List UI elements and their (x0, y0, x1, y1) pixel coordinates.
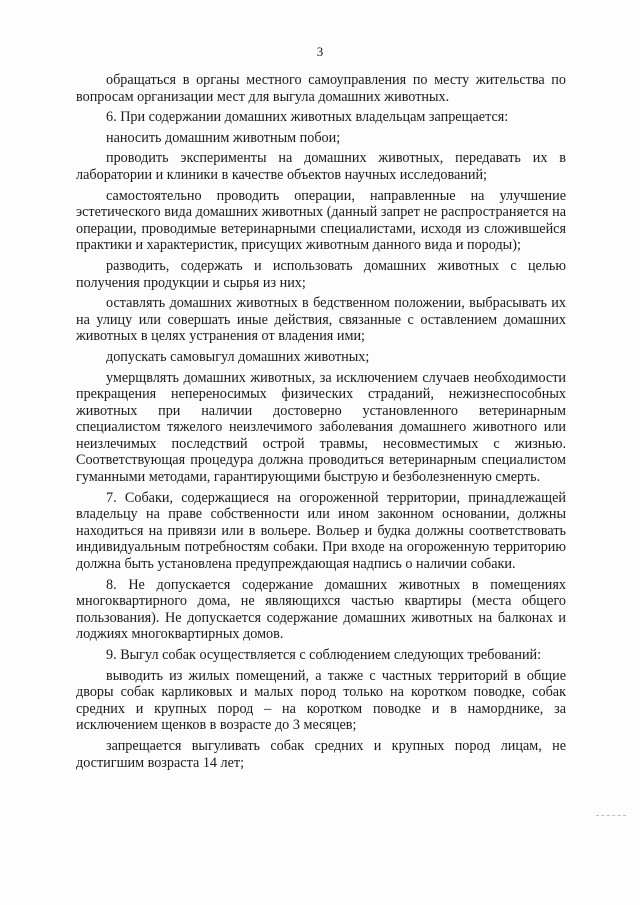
paragraph-1: обращаться в органы местного самоуправления по месту жительства по вопросам организации мест для выгула домашних животных. (76, 72, 566, 105)
scan-artifact (596, 815, 626, 817)
document-body (76, 72, 566, 775)
paragraph-8: допускать самовыгул домашних животных; (106, 348, 370, 365)
paragraph-5: самостоятельно проводить операции, направленные на улучшение эстетического вида домашних животных (данный запрет не распространяется на операции, проводимые ветеринарными специалистами, исходя из сложившейся практики и характеристик, присущих животным данного вида и породы); (76, 187, 566, 254)
page-number: 3 (316, 44, 324, 59)
paragraph-6: разводить, содержать и использовать домашних животных с целью получения продукции и сырья из них; (76, 257, 566, 291)
paragraph-7: оставлять домашних животных в бедственном положении, выбрасывать их на улицу или совершать иные действия, связанные с оставлением домашних животных в целях устранения от владения ими; (76, 295, 566, 345)
paragraph-3: наносить домашним животным побои; (106, 129, 341, 146)
paragraph-9: умерщвлять домашних животных, за исключением случаев необходимости прекращения непереносимых физических страданий, нежизнеспособных животных при наличии достоверно установленного ветеринарным специалистом тяжелого неизлечимого заболевания домашнего животного или неизлечимых последствий острой травмы, несовместимых с жизнью. Соответствующая процедура должна проводиться ветеринарным специалистом гуманными методами, гарантирующими быструю и безболезненную смерть. (76, 369, 566, 486)
paragraph-10: 7. Собаки, содержащиеся на огороженной территории, принадлежащей владельцу на праве собственности или ином законном основании, должны находиться на привязи или в вольере. Вольер и будка должны соответствовать индивидуальным потребностям собаки. При входе на огороженную территорию должна быть установлена предупреждающая надпись о наличии собаки. (76, 489, 566, 573)
paragraph-12: 9. Выгул собак осуществляется с соблюдением следующих требований: (106, 647, 542, 663)
paragraph-13: выводить из жилых помещений, а также с частных территорий в общие дворы собак карликовых и малых пород только на коротком поводке, собак средних и крупных пород – на коротком поводке и в наморднике, за исключением щенков в возрасте до 3 месяцев; (76, 667, 566, 734)
paragraph-4: проводить эксперименты на домашних животных, передавать их в лаборатории и клиники в качестве объектов научных исследований; (76, 150, 566, 183)
paragraph-2: 6. При содержании домашних животных владельцам запрещается: (106, 109, 509, 126)
paragraph-11: 8. Не допускается содержание домашних животных в помещениях многоквартирного дома, не являющихся частью квартиры (места общего пользования). Не допускается содержание домашних животных на балконах и лоджиях многоквартирных домов. (76, 576, 566, 643)
paragraph-14: запрещается выгуливать собак средних и крупных пород лицам, не достигшим возраста 14 лет; (76, 737, 566, 771)
